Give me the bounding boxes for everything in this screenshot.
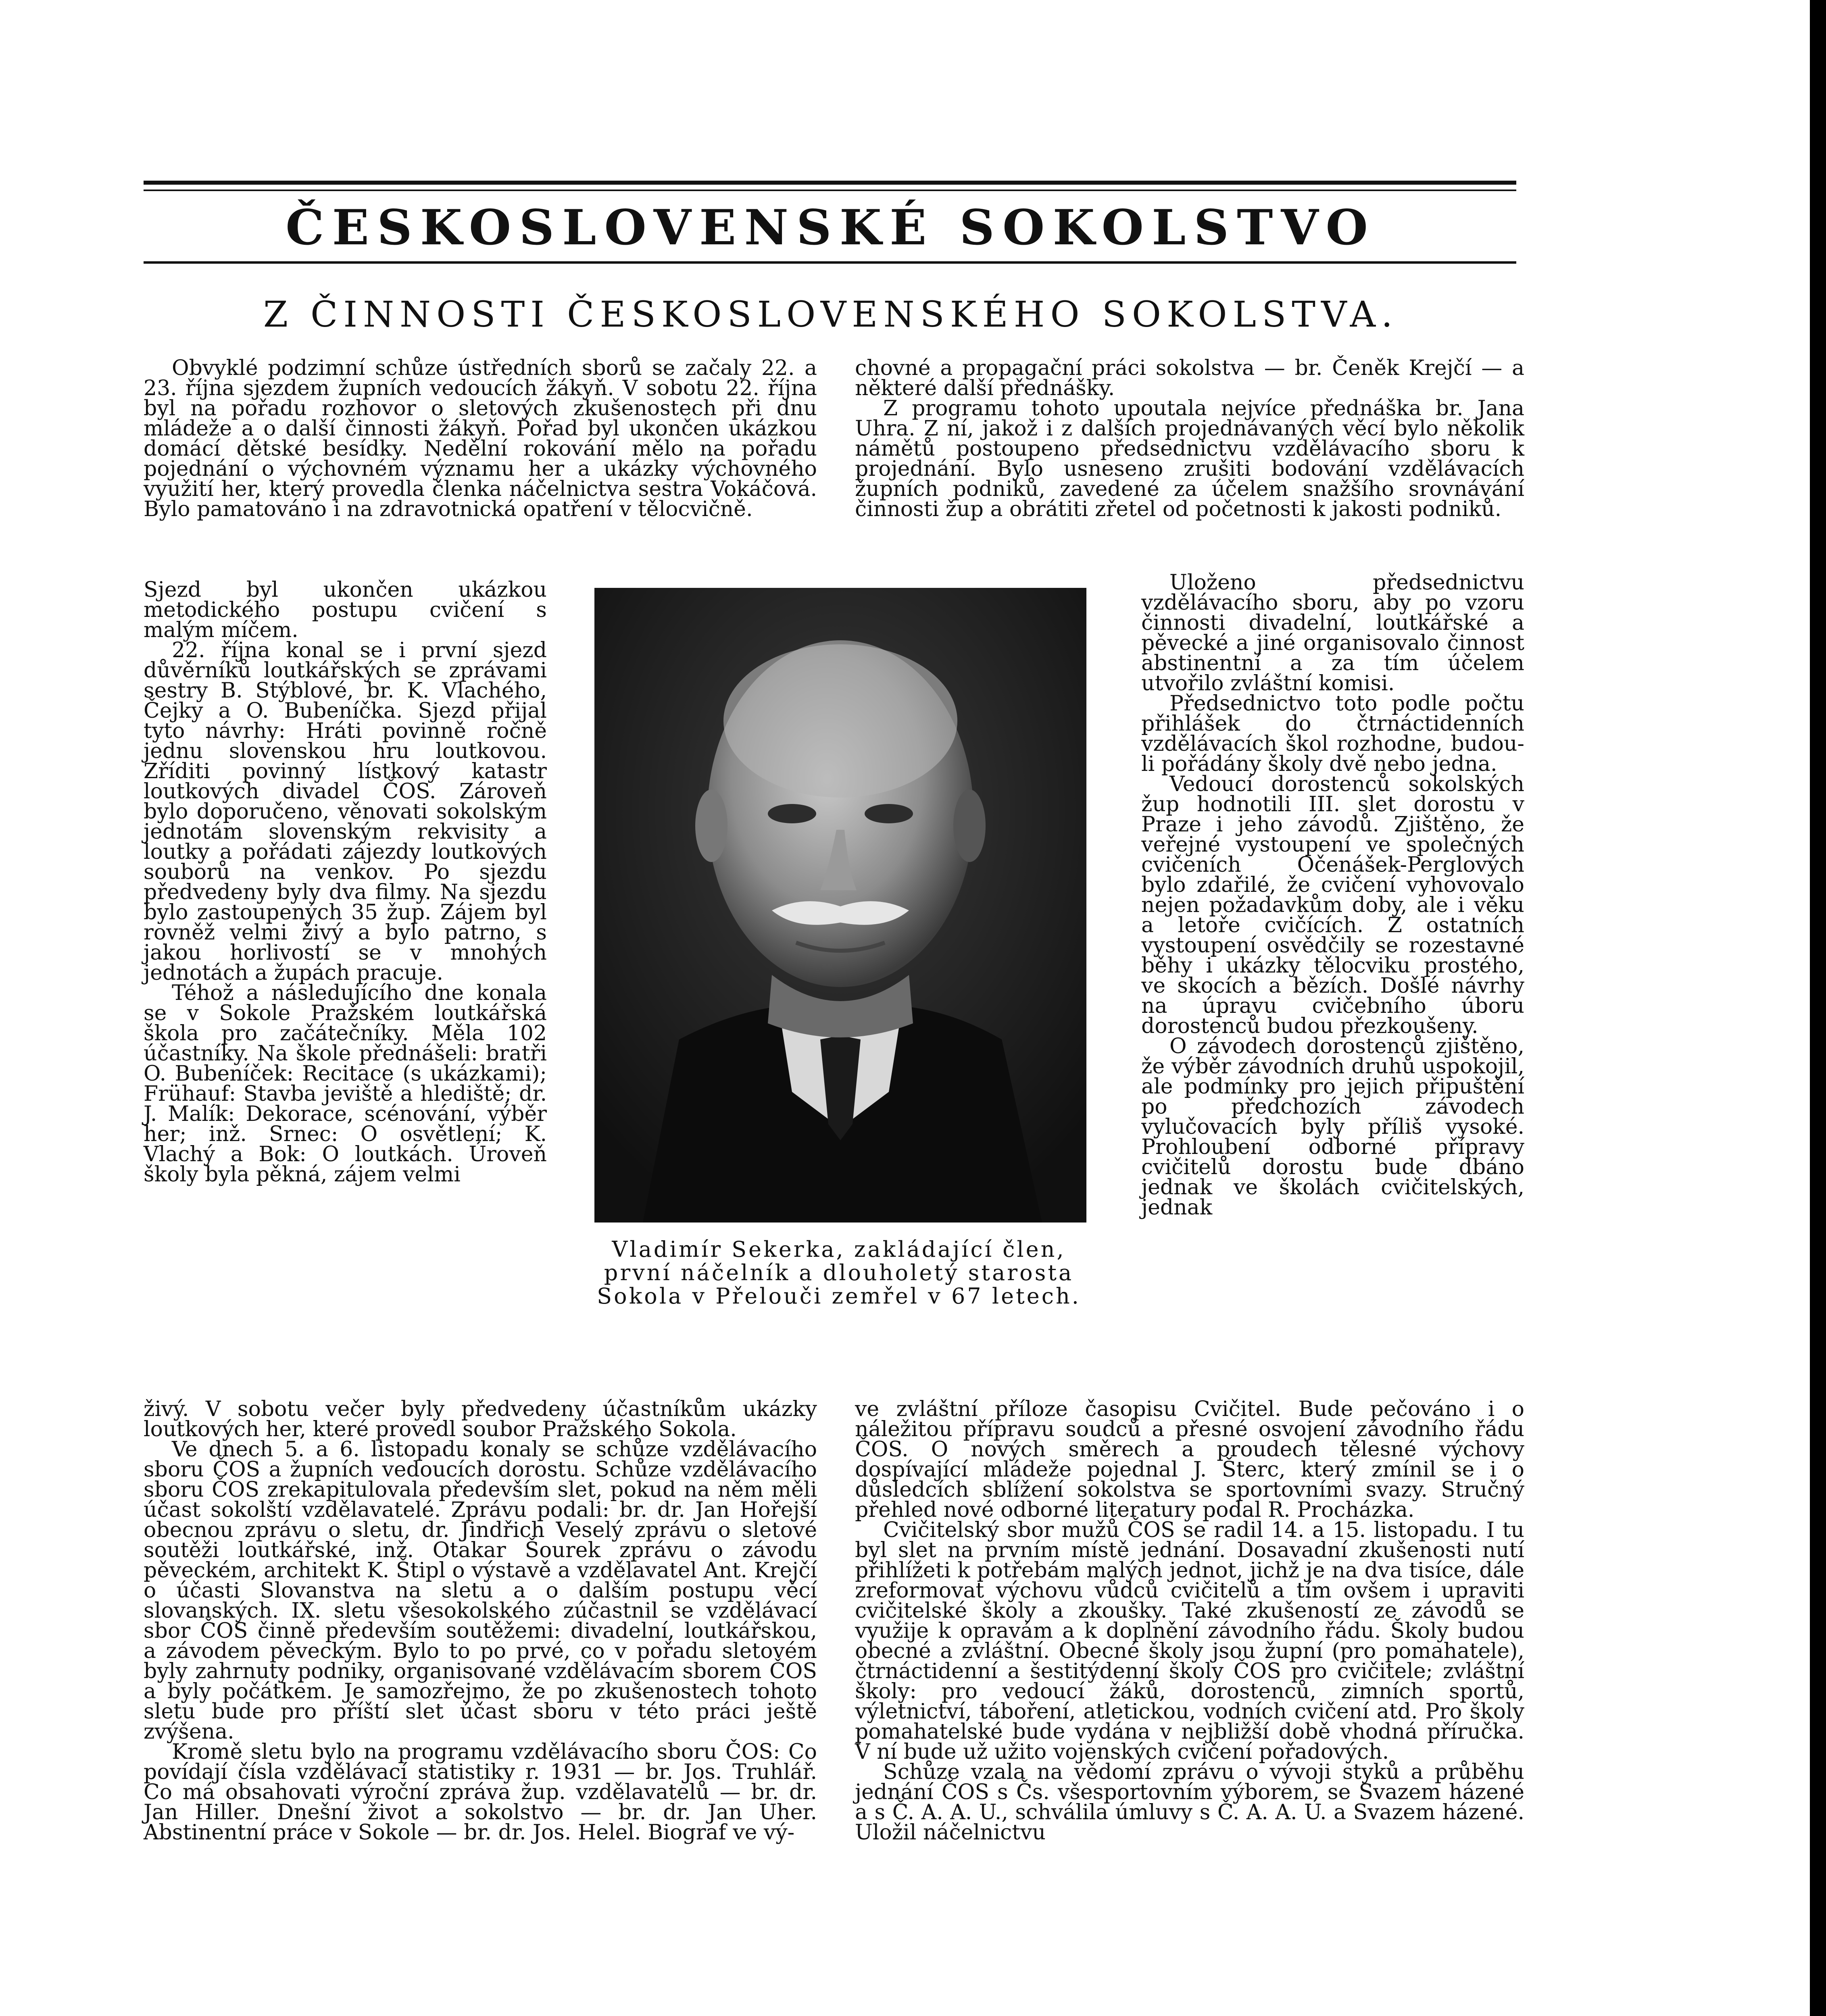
- right-column-narrow: [1141, 573, 1524, 1218]
- scan-edge: [1810, 0, 1826, 2016]
- paragraph: Schůze vzala na vědomí zprávu o vývoji styků a průběhu jednání ČOS s Čs. všesportovním výborem, se Svazem házené a s Č. A. A. U., schválila úmluvy s Č. A. A. U. a Svazem házené. Uložil náčelnictvu: [855, 1760, 1524, 1845]
- paragraph: živý. V sobotu večer byly předvedeny účastníkům ukázky loutkových her, které provedl soubor Pražského Sokola.: [144, 1397, 817, 1441]
- paragraph: Obvyklé podzimní schůze ústředních sborů se začaly 22. a 23. října sjezdem župních vedoucích žákyň. V sobotu 22. října byl na pořadu rozhovor o sletových zkušenostech při dnu mládeže a o další činnosti žákyň. Pořad byl ukončen ukázkou domácí dětské besídky. Nedělní rokování mělo na pořadu pojednání o výchovném významu her a ukázky výchovného využití her, který provedla členka náčelnictva sestra Vokáčová. Bylo pamatováno i na zdravotnická opatření v tělocvičně.: [144, 356, 817, 521]
- masthead-rule-top: [144, 181, 1516, 185]
- portrait-image: [594, 588, 1086, 1223]
- paragraph: Kromě sletu bylo na programu vzdělávacího sboru ČOS: Co povídají čísla vzdělávací statistiky r. 1931 — br. Jos. Truhlář. Co má obsahovati výroční zpráva žup. vzdělavatelů — br. dr. Jan Hiller. Dnešní život a sokolstvo — br. dr. Jan Uher. Abstinentní práce v Sokole — br. dr. Jos. Helel. Biograf ve vý-: [144, 1740, 817, 1845]
- paragraph: 22. října konal se i první sjezd důvěrníků loutkářských se zprávami sestry B. Stýblové, br. K. Vlachého, Čejky a O. Bubeníčka. Sjezd přijal tyto návrhy: Hráti povinně ročně jednu slovenskou hru loutkovou. Zříditi povinný lístkový katastr loutkových divadel ČOS. Zároveň bylo doporučeno, věnovati sokolským jednotám slovenským rekvisity a loutky a pořádati zájezdy loutkových souborů na venkov. Po sjezdu předvedeny byly dva filmy. Na sjezdu bylo zastoupených 35 žup. Zájem byl rovněž velmi živý a bylo patrno, s jakou horlivostí se v mnohých jednotách a župách pracuje.: [144, 638, 547, 985]
- paragraph: Sjezd byl ukončen ukázkou metodického postupu cvičení s malým míčem.: [144, 578, 547, 642]
- left-column-bottom: [144, 1399, 817, 1843]
- paragraph: Ve dnech 5. a 6. listopadu konaly se schůze vzdělávacího sboru ČOS a župních vedoucích dorostu. Schůze vzdělávacího sboru ČOS zrekapitulovala především slet, pokud na něm měli účast sokolští vzdělavatelé. Zprávu podali: br. dr. Jan Hořejší obecnou zprávu o sletu, dr. Jindřich Veselý zprávu o sletové soutěži loutkářské, inž. Otakar Šourek zprávu o závodu pěveckém, architekt K. Štipl o výstavě a vzdělavatel Ant. Krejčí o účasti Slovanstva na sletu a o dalším postupu věcí slovanských. IX. sletu všesokolského zúčastnil se vzdělávací sbor ČOS činně především soutěžemi: divadelní, loutkářskou, a závodem pěveckým. Bylo to po prvé, co v pořadu sletovém byly zahrnuty podniky, organisované vzdělávacím sborem ČOS a byly počátkem. Je samozřejmo, že po zkušenostech tohoto sletu bude pro příští slet účast sboru v této práci ještě zvýšena.: [144, 1437, 817, 1744]
- left-column-top: [144, 358, 817, 519]
- paragraph: Předsednictvo toto podle počtu přihlášek do čtrnáctidenních vzdělávacích škol rozhodne, budou-li pořádány školy dvě nebo jedna.: [1141, 691, 1524, 776]
- masthead-rule-top-thin: [144, 190, 1516, 191]
- photo-caption: Vladimír Sekerka, zakládající člen, první náčelník a dlouholetý starosta Sokola v Přelouči zemřel v 67 letech.: [597, 1237, 1081, 1309]
- paragraph: Téhož a následujícího dne konala se v Sokole Pražském loutkářská škola pro začátečníky. Měla 102 účastníky. Na škole přednášeli: bratři O. Bubeníček: Recitace (s ukázkami); Frühauf: Stavba jeviště a hlediště; dr. J. Malík: Dekorace, scénování, výběr her; inž. Srnec: O osvětlení; K. Vlachý a Bok: O loutkách. Úroveň školy byla pěkná, zájem velmi: [144, 981, 547, 1187]
- right-column-bottom: [855, 1399, 1524, 1843]
- paragraph: Vedoucí dorostenců sokolských žup hodnotili III. slet dorostu v Praze i jeho závodů. Zjištěno, že veřejné vystoupení ve společných cvičeních Očenášek-Perglových bylo zdařilé, že cvičení vyhovovalo nejen požadavkům doby, ale i věku a letoře cvičících. Z ostatních vystoupení osvědčily se rozestavné běhy i ukázky tělocviku prostého, ve skocích a bězích. Došlé návrhy na úpravu cvičebního úboru dorostenců budou přezkoušeny.: [1141, 772, 1524, 1038]
- paragraph: Z programu tohoto upoutala nejvíce přednáška br. Jana Uhra. Z ní, jakož i z dalších projednávaných věcí bylo několik námětů postoupeno předsednictvu vzdělávacího sboru k projednání. Bylo usneseno zrušiti bodování vzdělávacích župních podniků, zavedené za účelem snažšího srovnávání činnosti žup a obrátiti zřetel od početnosti k jakosti podniků.: [855, 396, 1524, 521]
- masthead: ČESKOSLOVENSKÉ SOKOLSTVO: [286, 199, 1376, 256]
- paragraph: chovné a propagační práci sokolstva — br. Čeněk Krejčí — a některé další přednášky.: [855, 356, 1524, 400]
- paragraph: O závodech dorostenců zjištěno, že výběr závodních druhů uspokojil, ale podmínky pro jejich připuštění po předchozích závodech vylučovacích byly příliš vysoké. Prohloubení odborné přípravy cvičitelů dorostu bude dbáno jednak ve školách cvičitelských, jednak: [1141, 1034, 1524, 1220]
- paragraph: ve zvláštní příloze časopisu Cvičitel. Bude pečováno i o náležitou přípravu soudců a přesné osvojení závodního řádu ČOS. O nových směrech a proudech tělesné výchovy dospívající mládeže pojednal J. Šterc, který zmínil se i o důsledcích sblížení sokolstva se sportovními svazy. Stručný přehled nové odborné literatury podal R. Procházka.: [855, 1397, 1524, 1522]
- left-column-narrow: [144, 580, 547, 1185]
- paragraph: Cvičitelský sbor mužů ČOS se radil 14. a 15. listopadu. I tu byl slet na prvním místě jednání. Dosavadní zkušenosti nutí přihlížeti k potřebám malých jednot, jichž je na dva tisíce, dále zreformovat výchovu vůdců cvičitelů a tím ovšem i upraviti cvičitelské školy a zkoušky. Také zkušeností ze závodů se využije k opravám a k doplnění závodního řádu. Školy budou obecné a zvláštní. Obecné školy jsou župní (pro pomahatele), čtrnáctidenní a šestitýdenní školy ČOS pro cvičitele; zvláštní školy: pro vedoucí žáků, dorostenců, zimních sportů, výletnictví, táboření, atletickou, vodních cvičení atd. Pro školy pomahatelské bude vydána v nejbližší době vhodná příručka. V ní bude už užito vojenských cvičení pořadových.: [855, 1518, 1524, 1764]
- article-headline: Z ČINNOSTI ČESKOSLOVENSKÉHO SOKOLSTVA.: [263, 294, 1399, 335]
- paragraph: Uloženo předsednictvu vzdělávacího sboru, aby po vzoru činnosti divadelní, loutkářské a pěvecké a jiné organisovalo činnost abstinentní a za tím účelem utvořilo zvláštní komisi.: [1141, 571, 1524, 696]
- masthead-rule-bottom: [144, 261, 1516, 264]
- portrait-photo: [594, 588, 1086, 1223]
- right-column-top: [855, 358, 1524, 519]
